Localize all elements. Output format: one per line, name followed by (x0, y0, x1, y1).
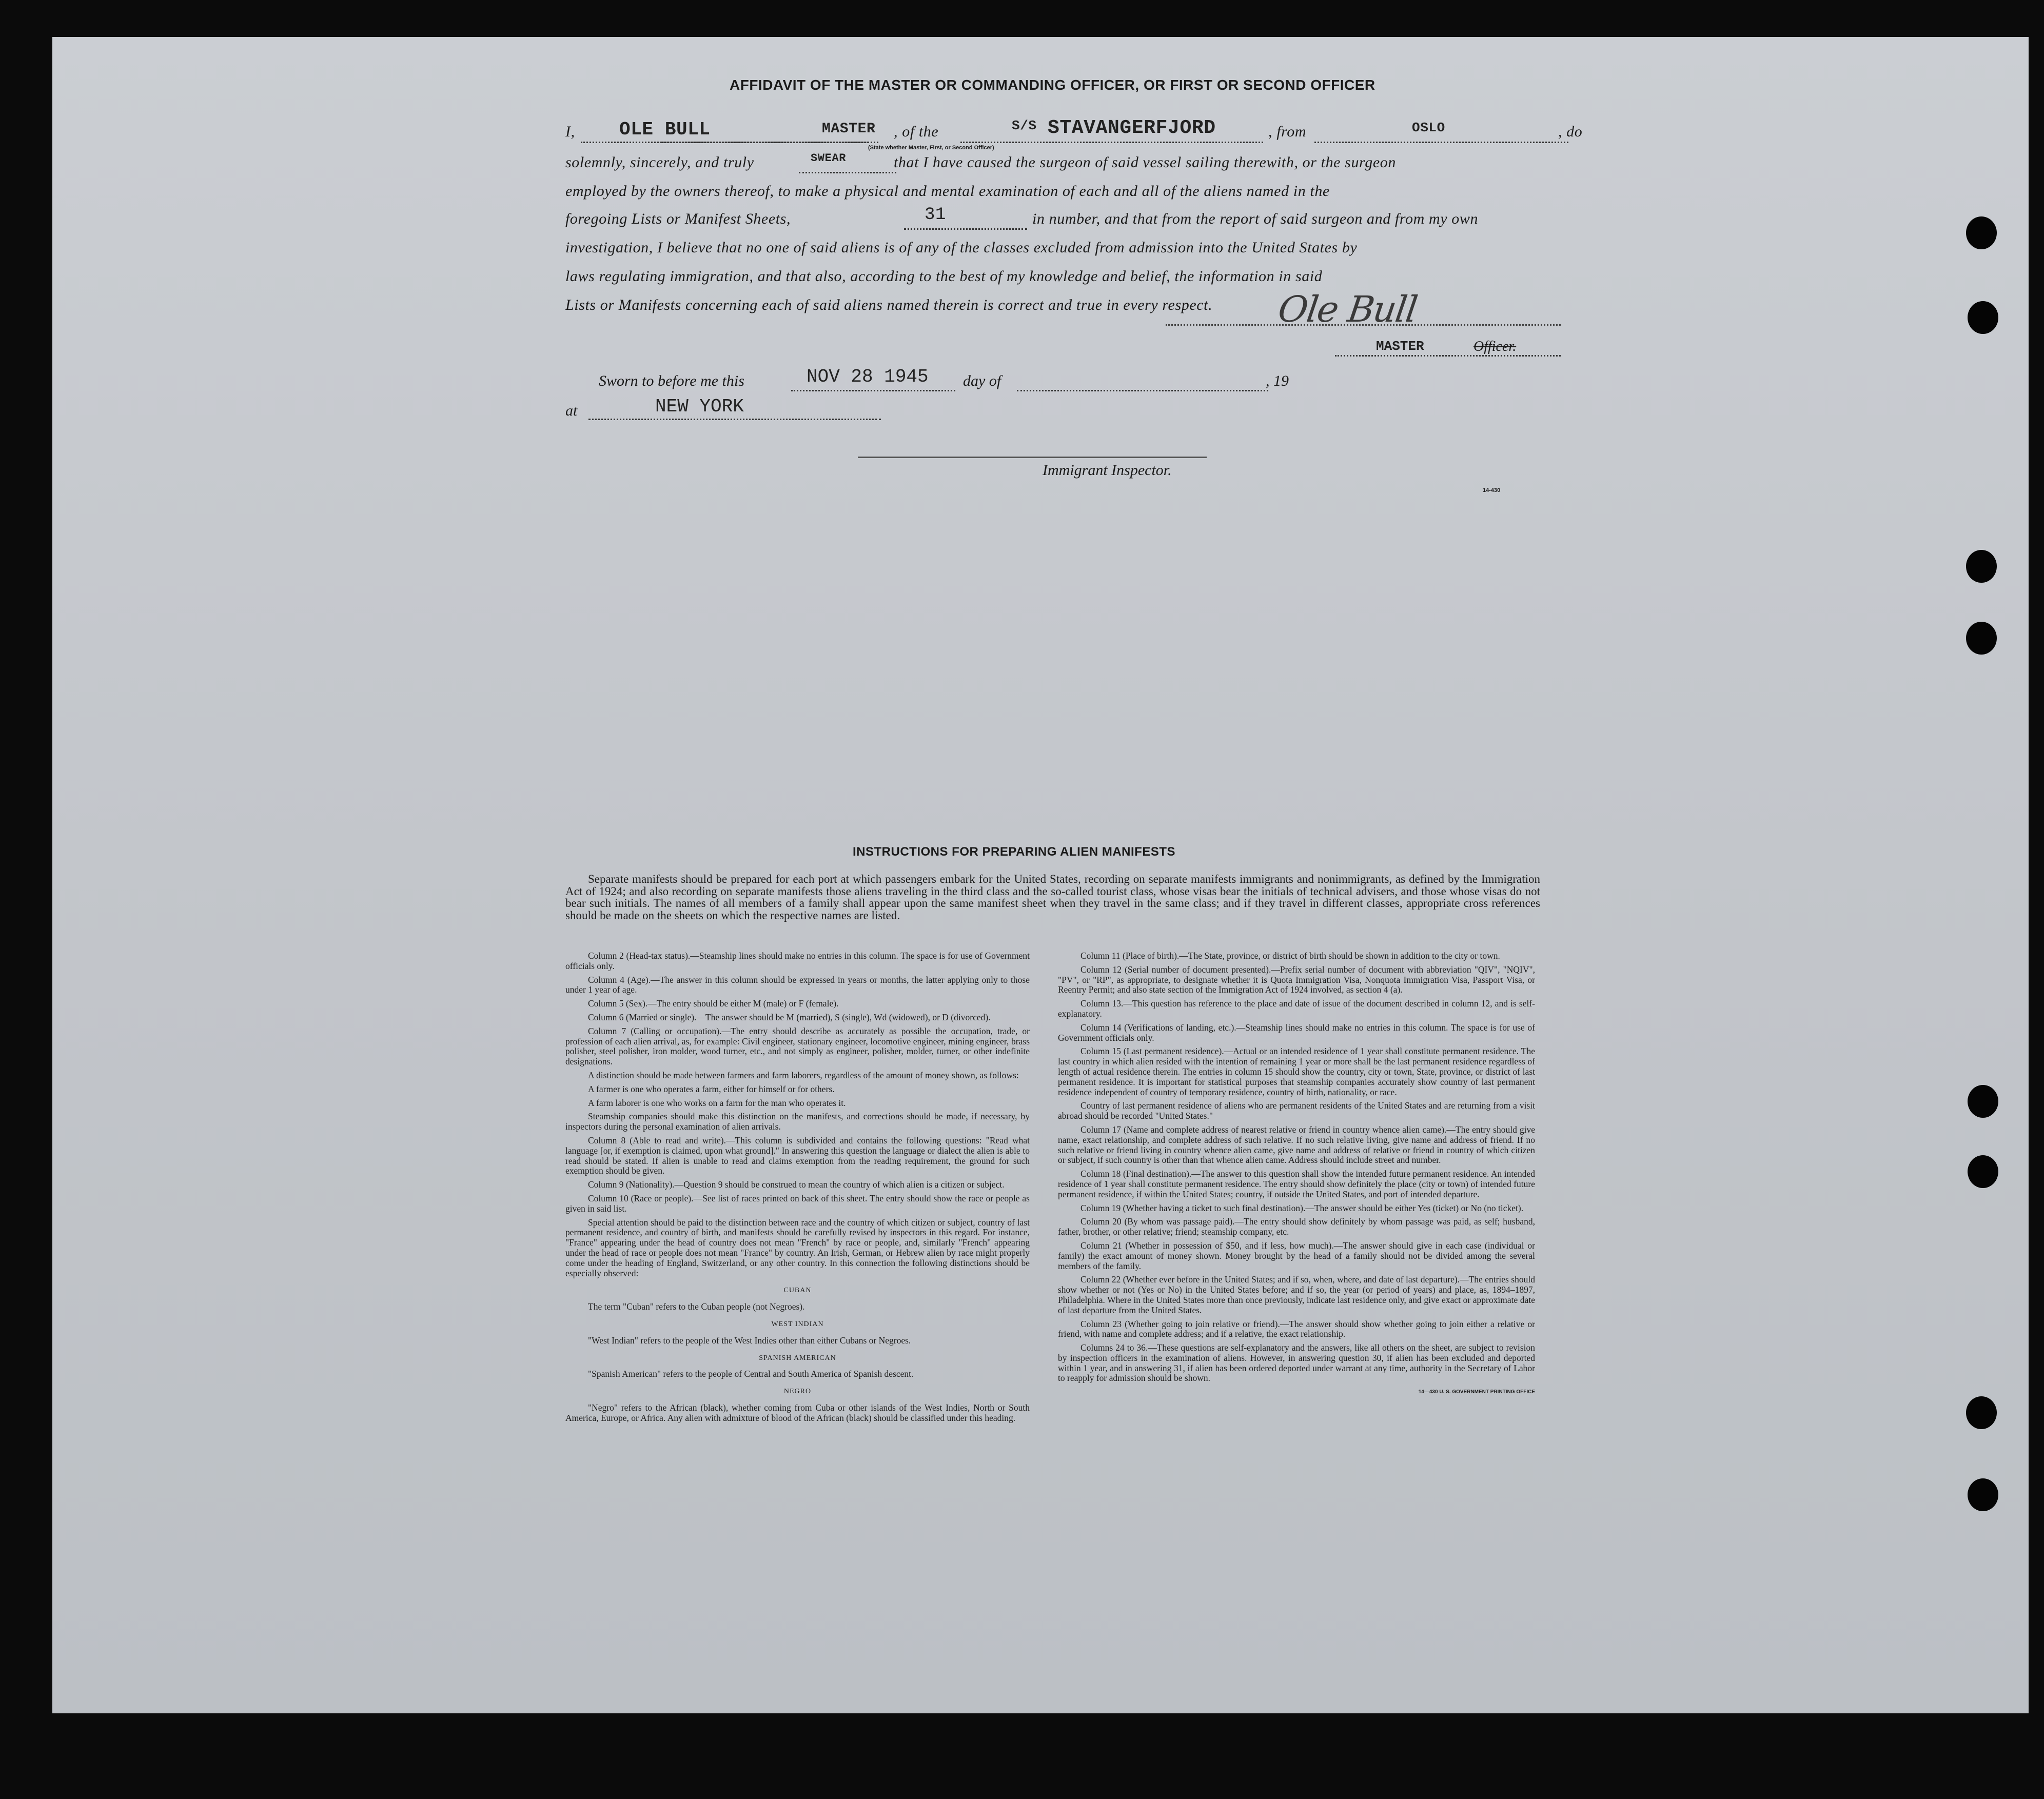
instruction-paragraph: Column 18 (Final destination).—The answer to this question shall show the intended future permanent residence. An intended residence of 1 year shall constitute permanent residence. The entry should show definitely the place (city or town) of intended future permanent residence, if within the United States; country, if outside the United States, and port of intended departure. (1058, 1169, 1535, 1199)
affidavit-title: AFFIDAVIT OF THE MASTER OR COMMANDING OFFICER, OR FIRST OR SECOND OFFICER (730, 77, 1375, 93)
master-signature: Ole Bull (1275, 288, 1420, 330)
oath-typed: SWEAR (811, 152, 847, 165)
instruction-paragraph: Column 22 (Whether ever before in the United States; and if so, when, where, and date of last departure).—The entries should show whether or not (Yes or No) in the United States before; and if so, the year (or period of years) and place, as, 1894–1897, Philadelphia. Where in the United States more than once previously, indicate last residence only, and give exact or approximate date of last departure from the United States. (1058, 1274, 1535, 1315)
binder-hole (1966, 622, 1997, 655)
binder-hole (1968, 301, 1998, 334)
manifest-page: AFFIDAVIT OF THE MASTER OR COMMANDING OFFICER, OR FIRST OR SECOND OFFICER I, OLE BULL MASTER , of the S/S STAVANGERFJORD , from OSLO , do (State whether Master, First, or Second Officer) solemnly, sincerely, and truly SWEAR that I have caused the surgeon of said vessel sailing therewith, or the surgeon employed by the owners thereof, to make a physical and mental examination of each and all of the aliens named in the foregoing Lists or Manifest Sheets, 31 in number, and that from the report of said surgeon and from my own investigation, I believe that no one of said aliens is of any of the classes excluded from admission into the United States by laws regulating immigration, and that also, according to the best of my knowledge and belief, the information in said Lists or Manifests concerning each of said aliens named therein is correct and true in every respect. Ole Bull MASTER Officer. Sworn to before me this NOV 28 1945 day of , 19 at NEW YORK Immigrant Inspector. 14-430 INSTRUCTIONS FOR PREPARING ALIEN MANIFESTS Separate manifests should be prepared for each port at which passengers embark for the United States, recording on separate manifests immigrants and nonimmigrants, as defined by the Immigration Act of 1924; and also recording on separate manifests those aliens traveling in the third class and the so-called tourist class, whose visas bear the initials of technical advisers, and those whose visas do not bear such initials. The names of all members of a family shall appear upon the same manifest sheet when they travel in the same class; and if they travel in different classes, appropriate cross references should be made on the sheets on which the respective names are listed. Column 2 (Head-tax status).—Steamship lines should make no entries in this column. The space is for use of Government officials only. Column 4 (Age).—The answer in this column should be expressed in years or months, the latter applying only to those under 1 year of age. Column 5 (Sex).—The entry should be either M (male) or F (female). Column 6 (Married or single).—The answer should be M (married), S (single), Wd (widowed), or D (divorced). Column 7 (Calling or occupation).—The entry should describe as accurately as possible the occupation, trade, or profession of each alien arrival, as, for example: Civil engineer, stationary engineer, locomotive engineer, mining engineer, brass polisher, steel polisher, iron molder, wood turner, etc., and not simply as engineer, polisher, molder, turner, or other indefinite designations. A distinction should be made between farmers and farm laborers, regardless of the amount of money shown, as follows: A farmer is one who operates a farm, either for himself or for others. A farm laborer is one who works on a farm for the man who operates it. Steamship companies should make this distinction on the manifests, and corrections should be made, if necessary, by inspectors during the personal examination of alien arrivals. Column 8 (Able to read and write).—This column is subdivided and contains the following questions: "Read what language [or, if exemption is claimed, upon what ground]." In answering this question the language or dialect the alien is able to read should be stated. If alien is unable to read and claims exemption from the reading requirement, the ground for such exemption should be given. Column 9 (Nationality).—Question 9 should be construed to mean the country of which alien is a citizen or subject. Column 10 (Race or people).—See list of races printed on back of this sheet. The entry should show the race or people as given in said list. Special attention should be paid to the distinction between race and the country of which citizen or subject, country of last permanent residence, and country of birth, and manifests should be carefully revised by inspectors in this regard. For instance, "France" appearing under the head of country does not mean "French" by race or people, and, similarly "French" appearing under the head of race or people does not mean "France" by country. An Irish, German, or Hebrew alien by race might properly come under the heading of England, Switzerland, or any other country. In this connection the following distinctions should be especially observed: CUBAN The term "Cuban" refers to the Cuban people (not Negroes). WEST INDIAN "West Indian" refers to the people of the West Indies other than either Cubans or Negroes. SPANISH AMERICAN "Spanish American" refers to the people of Central and South America of Spanish descent. NEGRO "Negro" refers to the African (black), whether coming from Cuba or other islands of the West Indies, North or South America, Europe, or Africa. Any alien with admixture of blood of the African (black) should be classified under this heading. Column 11 (Place of birth).—The State, province, or district of birth should be shown in addition to the city or town. Column 12 (Serial number of document presented).—Prefix serial number of document with abbreviation "QIV", "NQIV", "PV", or "RP", as appropriate, to designate whether it is Quota Immigration Visa, Nonquota Immigration Visa, Passport Visa, or Reentry Permit; and also state section of the Immigration Act of 1924 involved, as section 4 (a). Column 13.—This question has reference to the place and date of issue of the document described in column 12, and is self-explanatory. Column 14 (Verifications of landing, etc.).—Steamship lines should make no entries in this column. The space is for use of Government officials only. Column 15 (Last permanent residence).—Actual or an intended residence of 1 year shall constitute permanent residence. The last country in which alien resided with the intention of remaining 1 year or more shall be the last permanent residence regardless of length of actual residence therein. The entries in column 15 should show the country, city or town, State, province, or district of last permanent residence. It is important for statistical purposes that steamship companies accurately show country of last permanent residence independent of country of temporary residence, country of birth, nationality, or race. Country of last permanent residence of aliens who are permanent residents of the United States and are returning from a visit abroad should be recorded "United States." Column 17 (Name and complete address of nearest relative or friend in country whence alien came).—The entry should give name, exact relationship, and complete address of such relative. If no such relative living, give name and address of friend. If no such relative or friend living in country whence alien came, give name and address of relative or friend in country of which citizen or subject, if such country is other than that whence alien came. Address should include street and number. Column 18 (Final destination).—The answer to this question shall show the intended future permanent residence. An intended residence of 1 year shall constitute permanent residence. The entry should show definitely the place (city or town) of intended future permanent residence, if within the United States; country, if outside the United States, and port of intended departure. Column 19 (Whether having a ticket to such final destination).—The answer should be either Yes (ticket) or No (no ticket). Column 20 (By whom was passage paid).—The entry should show definitely by whom passage was paid, as self; husband, father, brother, or other relative; friend; steamship company, etc. Column 21 (Whether in possession of $50, and if less, how much).—The answer should give in each case (individual or family) the exact amount of money shown. Money brought by the head of a family should not be divided among the several members of the family. Column 22 (Whether ever before in the United States; and if so, when, where, and date of last departure).—The entries should show whether or not (Yes or No) in the United States before; and if so, the year (or period of years) and place, as, 1894–1897, Philadelphia. Where in the United States more than once previously, indicate last residence only, and give exact or approximate date of last departure from the United States. Column 23 (Whether going to join relative or friend).—The answer should show whether going to join either a relative or friend, with name and complete address; and if a relative, the exact relationship. Columns 24 to 36.—These questions are self-explanatory and the answers, like all others on the sheet, are subject to revision by inspection officers in the examination of aliens. However, in answering question 30, if alien has been excluded and deported within 1 year, and in answering 31, if alien has been ordered deported under warrant at any time, authority in the Secretary of Labor to reapply for admission should be shown. 14—430 U. S. GOVERNMENT PRINTING OFFICE (52, 37, 2029, 1713)
west-indian-definition: "West Indian" refers to the people of the West Indies other than either Cubans or Negroes. (588, 1335, 911, 1346)
day-of-label: day of (963, 372, 1001, 389)
instruction-paragraph: Column 6 (Married or single).—The answer should be M (married), S (single), Wd (widowed), or D (divorced). (588, 1012, 991, 1022)
printer-note: 14—430 U. S. GOVERNMENT PRINTING OFFICE (1418, 1389, 1535, 1395)
cuban-heading: CUBAN (783, 1287, 812, 1295)
signature-rank: MASTER (1376, 339, 1424, 354)
at-label: at (565, 402, 578, 419)
sworn-date: NOV 28 1945 (807, 366, 929, 387)
instruction-paragraph: Column 4 (Age).—The answer in this column should be expressed in years or months, the latter applying only to those under 1 year of age. (565, 974, 1030, 995)
instruction-paragraph: Column 9 (Nationality).—Question 9 should be construed to mean the country of which alien is a citizen or subject. (588, 1179, 1005, 1190)
instruction-paragraph: Column 15 (Last permanent residence).—Actual or an intended residence of 1 year shall constitute permanent residence. The last country in which alien resided with the intention of remaining 1 year or more shall be the last permanent residence regardless of length of actual residence therein. The entries in column 15 should show the country, city or town, State, province, or district of last permanent residence. It is important for statistical purposes that steamship companies accurately show country of last permanent residence independent of country of temporary residence, country of birth, nationality, or race. (1058, 1046, 1535, 1097)
form-number: 14-430 (1483, 487, 1501, 493)
instruction-paragraph: Steamship companies should make this distinction on the manifests, and corrections should be made, if necessary, by inspectors during the personal examination of alien arrivals. (565, 1111, 1030, 1132)
port-typed: OSLO (1412, 120, 1445, 135)
sheet-count: 31 (925, 205, 947, 225)
instruction-paragraph: Column 7 (Calling or occupation).—The entry should describe as accurately as possible the occupation, trade, or profession of each alien arrival, as, for example: Civil engineer, stationary engineer, locomotive engineer, mining engineer, brass polisher, steel polisher, iron molder, wood turner, etc., and not simply as engineer, polisher, molder, turner, or other indefinite designations. (565, 1025, 1030, 1067)
instructions-right-column (1058, 951, 1535, 1401)
negro-definition: "Negro" refers to the African (black), whether coming from Cuba or other islands of the West Indies, North or South America, Europe, or Africa. Any alien with admixture of blood of the African (black) should be classified under this heading. (565, 1402, 1030, 1423)
instruction-paragraph: Column 13.—This question has reference to the place and date of issue of the document described in column 12, and is self-explanatory. (1058, 998, 1535, 1019)
binder-hole (1968, 1155, 1998, 1188)
binder-hole (1966, 216, 1997, 249)
affidavit-line-3: employed by the owners thereof, to make a physical and mental examination of each and all of the aliens named in the (565, 183, 1330, 200)
instruction-paragraph: Column 23 (Whether going to join relative or friend).—The answer should show whether going to join either a relative or friend, with name and complete address; and if a relative, the exact relationship. (1058, 1318, 1535, 1339)
affidavit-line-7: Lists or Manifests concerning each of said aliens named therein is correct and true in every respect. (565, 296, 1213, 313)
instructions-title: INSTRUCTIONS FOR PREPARING ALIEN MANIFESTS (853, 845, 1176, 859)
instruction-paragraph: Column 2 (Head-tax status).—Steamship lines should make no entries in this column. The space is for use of Government officials only. (565, 951, 1030, 971)
instruction-paragraph: Column 8 (Able to read and write).—This column is subdivided and contains the following questions: "Read what language [or, if exemption is claimed, upon what ground]." In answering this question the language or dialect the alien is able to read should be stated. If alien is unable to read and claims exemption from the reading requirement, the ground for such exemption should be given. (565, 1135, 1030, 1176)
instruction-paragraph: Country of last permanent residence of aliens who are permanent residents of the United States and are returning from a visit abroad should be recorded "United States." (1058, 1100, 1535, 1121)
instructions-left-column (565, 951, 1030, 1427)
instruction-paragraph: Column 5 (Sex).—The entry should be either M (male) or F (female). (588, 998, 839, 1009)
sworn-label: Sworn to before me this (599, 372, 744, 389)
instruction-paragraph: Column 17 (Name and complete address of nearest relative or friend in country whence alien came).—The entry should give name, exact relationship, and complete address of such relative. If no such relative living, give name and address of friend. If no such relative or friend living in country whence alien came, give name and address of relative or friend in country of which citizen or subject, if such country is other than that whence alien came. Address should include street and number. (1058, 1124, 1535, 1165)
cuban-definition: The term "Cuban" refers to the Cuban people (not Negroes). (588, 1301, 805, 1312)
instruction-paragraph: Column 14 (Verifications of landing, etc.).—Steamship lines should make no entries in this column. The space is for use of Government officials only. (1058, 1022, 1535, 1043)
instruction-paragraph: A distinction should be made between farmers and farm laborers, regardless of the amount of money shown, as follows: (588, 1070, 1019, 1080)
instruction-paragraph: Special attention should be paid to the distinction between race and the country of which citizen or subject, country of last permanent residence, and country of birth, and manifests should be carefully revised by inspectors in this regard. For instance, "France" appearing under the head of country does not mean "French" by race or people, and, similarly "French" appearing under the head of race or people does not mean "France" by country. An Irish, German, or Hebrew alien by race might properly come under the heading of England, Switzerland, or any other country. In this connection the following distinctions should be especially observed: (565, 1217, 1030, 1278)
affidavit-line-6: laws regulating immigration, and that also, according to the best of my knowledge and belief, the information in said (565, 268, 1323, 285)
immigrant-inspector-label: Immigrant Inspector. (1043, 462, 1172, 479)
sworn-place: NEW YORK (655, 396, 744, 417)
instruction-paragraph: Column 11 (Place of birth).—The State, province, or district of birth should be shown in addition to the city or town. (1080, 951, 1500, 961)
spanish-american-heading: SPANISH AMERICAN (759, 1354, 836, 1362)
instruction-paragraph: A farm laborer is one who works on a farm for the man who operates it. (588, 1097, 846, 1108)
instruction-paragraph: Columns 24 to 36.—These questions are self-explanatory and the answers, like all others on the sheet, are subject to revision by inspection officers in the examination of aliens. However, in answering question 30, if alien has been excluded and deported within 1 year, and in answering 31, if alien has been ordered deported under warrant at any time, authority in the Secretary of Labor to reapply for admission should be shown. (1058, 1342, 1535, 1383)
binder-hole (1966, 550, 1997, 583)
spanish-american-definition: "Spanish American" refers to the people of Central and South America of Spanish descent. (588, 1369, 914, 1379)
binder-hole (1968, 1478, 1998, 1511)
ship-prefix: S/S (1012, 118, 1037, 133)
master-name: OLE BULL (619, 119, 711, 140)
binder-hole (1966, 1396, 1997, 1429)
instruction-paragraph: A farmer is one who operates a farm, either for himself or for others. (588, 1083, 835, 1094)
negro-heading: NEGRO (783, 1388, 812, 1396)
rank-hint: (State whether Master, First, or Second Officer) (868, 145, 994, 151)
signature-officer: Officer. (1473, 339, 1517, 354)
instruction-paragraph: Column 10 (Race or people).—See list of races printed on back of this sheet. The entry should show the race or people as given in said list. (565, 1193, 1030, 1214)
instruction-paragraph: Column 21 (Whether in possession of $50, and if less, how much).—The answer should give in each case (individual or family) the exact amount of money shown. Money brought by the head of a family should not be divided among the several members of the family. (1058, 1240, 1535, 1271)
rank-typed: MASTER (822, 121, 876, 137)
instruction-paragraph: Column 19 (Whether having a ticket to such final destination).—The answer should be either Yes (ticket) or No (no ticket). (1080, 1202, 1524, 1213)
ship-name: STAVANGERFJORD (1048, 117, 1216, 139)
instructions-intro: Separate manifests should be prepared for each port at which passengers embark for the United States, recording on separate manifests immigrants and nonimmigrants, as defined by the Immigration Act of 1924; and also recording on separate manifests those aliens traveling in the third class and the so-called tourist class, whose visas bear the initials of technical advisers, and those whose visas do not bear such initials. The names of all members of a family shall appear upon the same manifest sheet when they travel in the same class; and if they travel in different classes, appropriate cross references should be made on the sheets on which the respective names are listed. (565, 873, 1540, 922)
year-label: , 19 (1266, 372, 1289, 389)
binder-hole (1968, 1085, 1998, 1118)
instruction-paragraph: Column 12 (Serial number of document presented).—Prefix serial number of document with abbreviation "QIV", "NQIV", "PV", or "RP", as appropriate, to designate whether it is Quota Immigration Visa, Nonquota Immigration Visa, Passport Visa, or Reentry Permit; and also state section of the Immigration Act of 1924 involved, as section 4 (a). (1058, 964, 1535, 995)
instruction-paragraph: Column 20 (By whom was passage paid).—The entry should show definitely by whom passage was paid, as self; husband, father, brother, or other relative; friend; steamship company, etc. (1058, 1216, 1535, 1237)
west-indian-heading: WEST INDIAN (771, 1320, 824, 1328)
affidavit-line-5: investigation, I believe that no one of said aliens is of any of the classes excluded from admission into the United States by (565, 239, 1358, 256)
